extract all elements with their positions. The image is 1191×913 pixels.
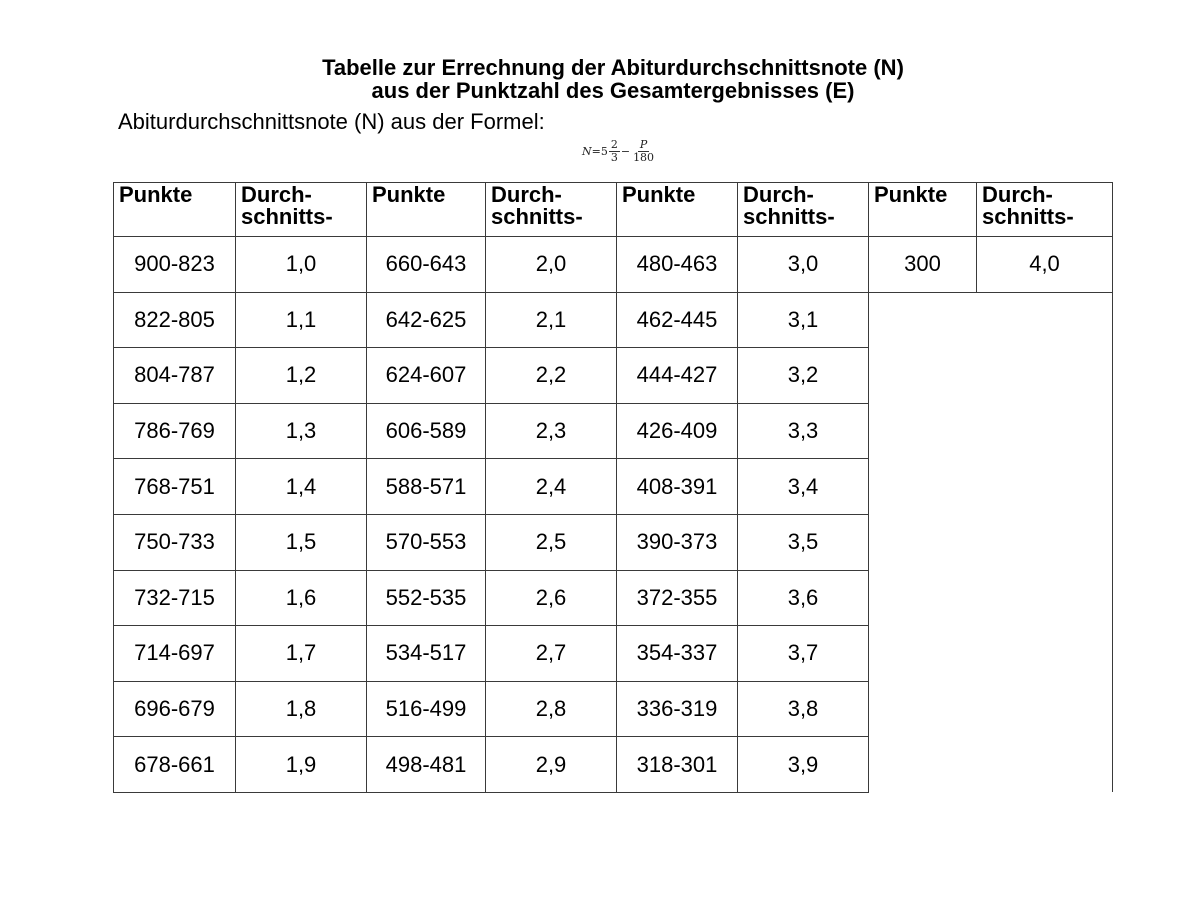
table-cell: 372-355 — [617, 570, 738, 626]
table-cell: 480-463 — [617, 237, 738, 293]
fraction-1-numerator: 2 — [610, 138, 618, 151]
table-cell: 678-661 — [114, 737, 236, 793]
table-cell: 2,2 — [486, 348, 617, 404]
table-cell: 768-751 — [114, 459, 236, 515]
title-line-2: aus der Punktzahl des Gesamtergebnisses (E) — [371, 78, 855, 103]
table-cell: 1,5 — [236, 514, 367, 570]
table-cell: 462-445 — [617, 292, 738, 348]
header-durchschnitt: Durch- schnitts- — [977, 183, 1113, 237]
table-cell: 804-787 — [114, 348, 236, 404]
table-cell: 1,9 — [236, 737, 367, 793]
header-durchschnitt: Durch- schnitts- — [738, 183, 869, 237]
header-punkte: Punkte — [114, 183, 236, 237]
table-cell: 4,0 — [977, 237, 1113, 293]
table-cell: 3,6 — [738, 570, 869, 626]
table-cell: 1,0 — [236, 237, 367, 293]
table-cell: 3,1 — [738, 292, 869, 348]
formula-whole: 5 — [600, 145, 608, 158]
table-cell: 3,9 — [738, 737, 869, 793]
title-line-1: Tabelle zur Errechnung der Abiturdurchschnittsnote (N) — [322, 55, 904, 80]
header-punkte: Punkte — [617, 183, 738, 237]
table-cell: 750-733 — [114, 514, 236, 570]
table-cell: 786-769 — [114, 403, 236, 459]
fraction-1-denominator: 3 — [610, 151, 618, 164]
header-durchschnitt: Durch- schnitts- — [486, 183, 617, 237]
table-cell: 1,1 — [236, 292, 367, 348]
formula-minus: − — [620, 145, 631, 158]
table-header-row — [114, 183, 1113, 237]
table-cell: 318-301 — [617, 737, 738, 793]
table-cell: 3,7 — [738, 626, 869, 682]
table-cell: 534-517 — [367, 626, 486, 682]
table-cell: 732-715 — [114, 570, 236, 626]
table-cell: 660-643 — [367, 237, 486, 293]
formula-fraction-2 — [631, 139, 656, 164]
table-cell: 1,8 — [236, 681, 367, 737]
formula-equals: = — [591, 145, 601, 158]
table-row — [114, 237, 1113, 293]
table-cell: 2,4 — [486, 459, 617, 515]
table-cell: 1,7 — [236, 626, 367, 682]
table-cell: 516-499 — [367, 681, 486, 737]
table-row — [114, 292, 1113, 348]
table-cell: 408-391 — [617, 459, 738, 515]
table-cell: 822-805 — [114, 292, 236, 348]
table-cell: 1,6 — [236, 570, 367, 626]
table-cell: 2,0 — [486, 237, 617, 293]
header-durchschnitt: Durch- schnitts- — [236, 183, 367, 237]
table-cell: 3,4 — [738, 459, 869, 515]
table-cell: 444-427 — [617, 348, 738, 404]
table-cell: 3,8 — [738, 681, 869, 737]
table-cell: 354-337 — [617, 626, 738, 682]
header-punkte: Punkte — [367, 183, 486, 237]
table-cell: 390-373 — [617, 514, 738, 570]
fraction-2-denominator: 180 — [633, 151, 655, 164]
table-cell: 624-607 — [367, 348, 486, 404]
fraction-2-numerator: P — [639, 138, 648, 151]
table-cell: 642-625 — [367, 292, 486, 348]
table-cell: 300 — [869, 237, 977, 293]
table-cell: 570-553 — [367, 514, 486, 570]
table-cell: 2,3 — [486, 403, 617, 459]
formula-lhs: N — [582, 145, 592, 158]
grade-conversion-table — [113, 182, 1113, 793]
table-cell: 2,8 — [486, 681, 617, 737]
table-cell: 552-535 — [367, 570, 486, 626]
formula-intro: Abiturdurchschnittsnote (N) aus der Formel: — [118, 109, 545, 134]
grade-formula — [582, 139, 657, 164]
table-cell: 588-571 — [367, 459, 486, 515]
table-cell: 1,2 — [236, 348, 367, 404]
table-cell: 714-697 — [114, 626, 236, 682]
table-cell: 3,3 — [738, 403, 869, 459]
table-cell: 2,5 — [486, 514, 617, 570]
table-cell: 426-409 — [617, 403, 738, 459]
table-cell: 2,9 — [486, 737, 617, 793]
table-cell: 1,4 — [236, 459, 367, 515]
table-cell: 2,1 — [486, 292, 617, 348]
table-cell: 696-679 — [114, 681, 236, 737]
table-cell: 3,0 — [738, 237, 869, 293]
table-cell: 1,3 — [236, 403, 367, 459]
header-punkte: Punkte — [869, 183, 977, 237]
table-cell: 2,6 — [486, 570, 617, 626]
table-cell: 3,2 — [738, 348, 869, 404]
table-cell: 336-319 — [617, 681, 738, 737]
table-cell: 900-823 — [114, 237, 236, 293]
table-cell: 498-481 — [367, 737, 486, 793]
formula-fraction-1 — [609, 139, 620, 164]
table-cell: 2,7 — [486, 626, 617, 682]
table-cell: 606-589 — [367, 403, 486, 459]
page-title — [0, 56, 1191, 102]
table-cell: 3,5 — [738, 514, 869, 570]
empty-table-area — [869, 292, 1113, 792]
